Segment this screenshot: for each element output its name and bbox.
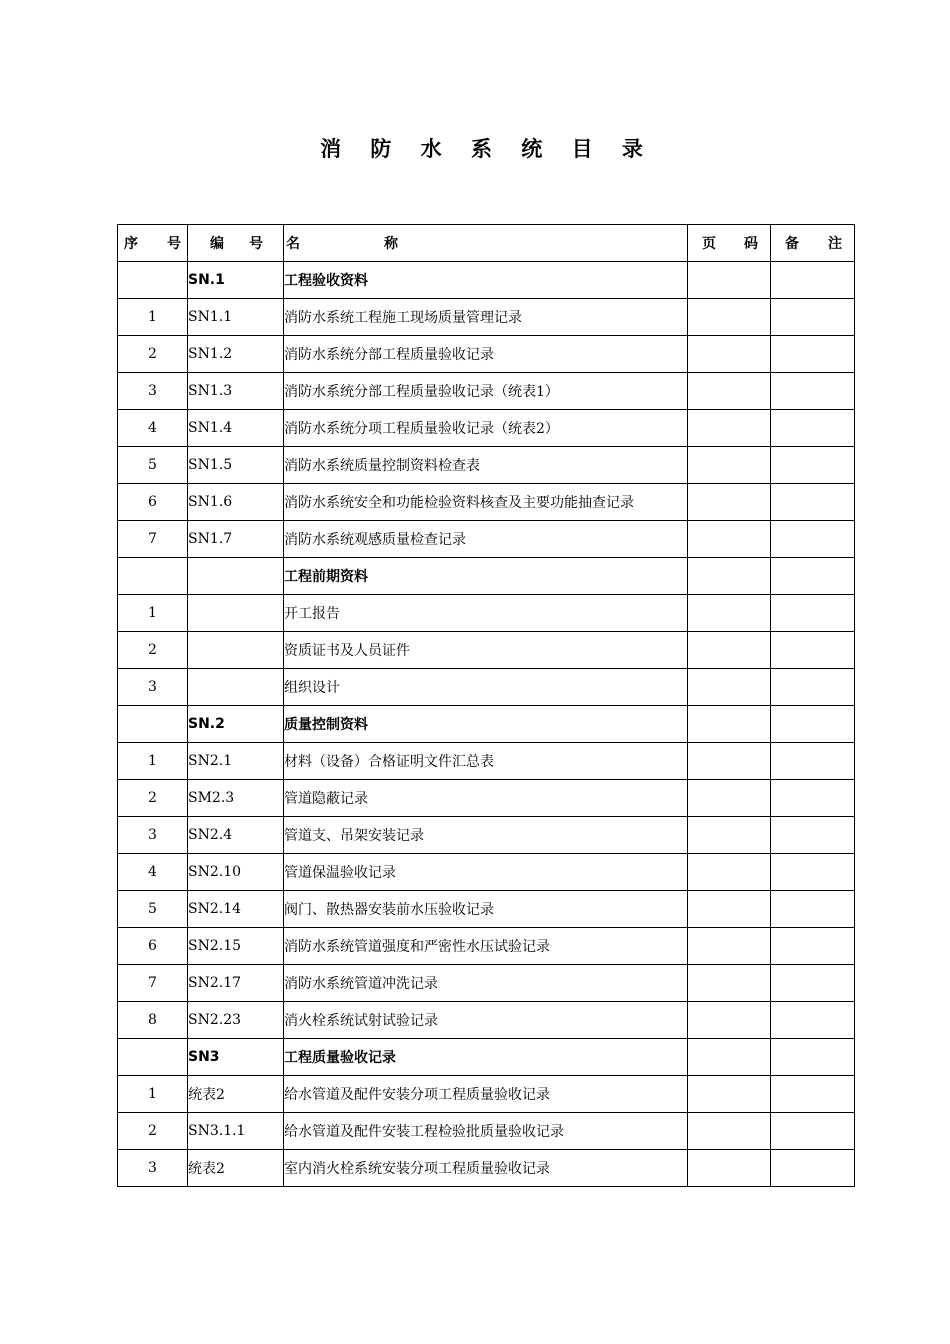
code-cell: SM2.3 (188, 780, 284, 817)
name-cell: 消防水系统管道强度和严密性水压试验记录 (284, 928, 688, 965)
seq-cell: 1 (118, 595, 188, 632)
page-cell (688, 1076, 771, 1113)
code-cell: SN2.23 (188, 1002, 284, 1039)
code-cell: 统表2 (188, 1150, 284, 1187)
header-note-char-2: 注 (828, 236, 842, 252)
note-cell (771, 262, 855, 299)
page-title: 消 防 水 系 统 目 录 (320, 137, 654, 161)
header-note-char-1: 备 (785, 236, 799, 252)
section-row (118, 706, 855, 743)
table-row (118, 817, 855, 854)
name-cell: 消防水系统分部工程质量验收记录（统表1） (284, 373, 688, 410)
seq-cell: 3 (118, 669, 188, 706)
header-code-char-1: 编 (210, 236, 224, 252)
header-note (771, 225, 855, 262)
page-cell (688, 891, 771, 928)
seq-cell: 1 (118, 1076, 188, 1113)
note-cell (771, 1002, 855, 1039)
table-row (118, 965, 855, 1002)
name-cell: 管道隐蔽记录 (284, 780, 688, 817)
page-cell (688, 336, 771, 373)
table-row (118, 447, 855, 484)
code-cell: SN1.5 (188, 447, 284, 484)
page-cell (688, 854, 771, 891)
seq-cell: 4 (118, 854, 188, 891)
table-row (118, 521, 855, 558)
page-cell (688, 669, 771, 706)
name-cell: 管道保温验收记录 (284, 854, 688, 891)
note-cell (771, 891, 855, 928)
name-cell: 室内消火栓系统安装分项工程质量验收记录 (284, 1150, 688, 1187)
seq-cell: 1 (118, 743, 188, 780)
table-row (118, 1002, 855, 1039)
code-cell: SN2.10 (188, 854, 284, 891)
seq-cell: 6 (118, 484, 188, 521)
table-row (118, 669, 855, 706)
seq-cell (118, 706, 188, 743)
table-row (118, 743, 855, 780)
note-cell (771, 1113, 855, 1150)
note-cell (771, 336, 855, 373)
page-cell (688, 521, 771, 558)
code-cell (188, 632, 284, 669)
name-cell: 给水管道及配件安装工程检验批质量验收记录 (284, 1113, 688, 1150)
seq-cell (118, 1039, 188, 1076)
note-cell (771, 743, 855, 780)
page-cell (688, 447, 771, 484)
code-cell: SN.2 (188, 706, 284, 743)
page-cell (688, 595, 771, 632)
note-cell (771, 447, 855, 484)
name-cell: 管道支、吊架安装记录 (284, 817, 688, 854)
seq-cell: 3 (118, 1150, 188, 1187)
page-cell (688, 373, 771, 410)
seq-cell: 3 (118, 817, 188, 854)
page-cell (688, 632, 771, 669)
note-cell (771, 521, 855, 558)
code-cell: SN3 (188, 1039, 284, 1076)
header-seq-char-2: 号 (167, 236, 181, 252)
name-cell: 工程验收资料 (284, 262, 688, 299)
name-cell: 质量控制资料 (284, 706, 688, 743)
header-page-char-2: 码 (744, 236, 758, 252)
table-row (118, 928, 855, 965)
code-cell: SN2.15 (188, 928, 284, 965)
seq-cell: 2 (118, 632, 188, 669)
table-row (118, 780, 855, 817)
header-page (688, 225, 771, 262)
name-cell: 消火栓系统试射试验记录 (284, 1002, 688, 1039)
page-cell (688, 1113, 771, 1150)
seq-cell: 7 (118, 521, 188, 558)
code-cell: SN1.1 (188, 299, 284, 336)
seq-cell: 2 (118, 780, 188, 817)
name-cell: 消防水系统分项工程质量验收记录（统表2） (284, 410, 688, 447)
note-cell (771, 558, 855, 595)
code-cell (188, 595, 284, 632)
catalog-table-body (118, 225, 855, 1187)
name-cell: 消防水系统分部工程质量验收记录 (284, 336, 688, 373)
seq-cell (118, 262, 188, 299)
code-cell: SN3.1.1 (188, 1113, 284, 1150)
table-row (118, 1076, 855, 1113)
name-cell: 工程前期资料 (284, 558, 688, 595)
table-row (118, 410, 855, 447)
name-cell: 工程质量验收记录 (284, 1039, 688, 1076)
code-cell: SN.1 (188, 262, 284, 299)
table-header-row (118, 225, 855, 262)
code-cell: SN2.1 (188, 743, 284, 780)
header-seq (118, 225, 188, 262)
note-cell (771, 706, 855, 743)
page-cell (688, 928, 771, 965)
code-cell: SN2.14 (188, 891, 284, 928)
section-row (118, 262, 855, 299)
name-cell: 消防水系统质量控制资料检查表 (284, 447, 688, 484)
section-row (118, 1039, 855, 1076)
name-cell: 组织设计 (284, 669, 688, 706)
page-cell (688, 410, 771, 447)
name-cell: 消防水系统工程施工现场质量管理记录 (284, 299, 688, 336)
seq-cell: 5 (118, 891, 188, 928)
name-cell: 消防水系统观感质量检查记录 (284, 521, 688, 558)
code-cell (188, 669, 284, 706)
seq-cell: 8 (118, 1002, 188, 1039)
table-row (118, 1113, 855, 1150)
seq-cell: 2 (118, 1113, 188, 1150)
note-cell (771, 1039, 855, 1076)
page-cell (688, 1150, 771, 1187)
note-cell (771, 817, 855, 854)
header-name-char-2: 称 (384, 236, 398, 252)
page-cell (688, 1002, 771, 1039)
seq-cell: 5 (118, 447, 188, 484)
table-row (118, 1150, 855, 1187)
page-cell (688, 558, 771, 595)
note-cell (771, 632, 855, 669)
page-cell (688, 780, 771, 817)
page-cell (688, 1039, 771, 1076)
name-cell: 消防水系统安全和功能检验资料核查及主要功能抽查记录 (284, 484, 688, 521)
code-cell (188, 558, 284, 595)
name-cell: 资质证书及人员证件 (284, 632, 688, 669)
table-row (118, 484, 855, 521)
note-cell (771, 965, 855, 1002)
table-row (118, 632, 855, 669)
name-cell: 开工报告 (284, 595, 688, 632)
code-cell: SN2.4 (188, 817, 284, 854)
seq-cell: 6 (118, 928, 188, 965)
table-row (118, 336, 855, 373)
note-cell (771, 780, 855, 817)
page-cell (688, 965, 771, 1002)
note-cell (771, 595, 855, 632)
header-name-char-1: 名 (286, 236, 300, 252)
name-cell: 阀门、散热器安装前水压验收记录 (284, 891, 688, 928)
note-cell (771, 1150, 855, 1187)
code-cell: SN1.3 (188, 373, 284, 410)
page-cell (688, 262, 771, 299)
page-cell (688, 299, 771, 336)
table-row (118, 299, 855, 336)
table-row (118, 854, 855, 891)
note-cell (771, 299, 855, 336)
page-cell (688, 817, 771, 854)
seq-cell: 7 (118, 965, 188, 1002)
table-row (118, 595, 855, 632)
note-cell (771, 854, 855, 891)
code-cell: SN1.2 (188, 336, 284, 373)
code-cell: SN1.7 (188, 521, 284, 558)
seq-cell: 4 (118, 410, 188, 447)
note-cell (771, 669, 855, 706)
seq-cell: 2 (118, 336, 188, 373)
code-cell: SN1.6 (188, 484, 284, 521)
note-cell (771, 1076, 855, 1113)
section-row (118, 558, 855, 595)
page-cell (688, 484, 771, 521)
code-cell: SN1.4 (188, 410, 284, 447)
header-code-char-2: 号 (249, 236, 263, 252)
seq-cell (118, 558, 188, 595)
note-cell (771, 373, 855, 410)
name-cell: 材料（设备）合格证明文件汇总表 (284, 743, 688, 780)
seq-cell: 3 (118, 373, 188, 410)
name-cell: 给水管道及配件安装分项工程质量验收记录 (284, 1076, 688, 1113)
code-cell: 统表2 (188, 1076, 284, 1113)
header-code (188, 225, 284, 262)
name-cell: 消防水系统管道冲洗记录 (284, 965, 688, 1002)
page-cell (688, 743, 771, 780)
note-cell (771, 928, 855, 965)
page-cell (688, 706, 771, 743)
seq-cell: 1 (118, 299, 188, 336)
note-cell (771, 410, 855, 447)
header-seq-char-1: 序 (124, 236, 138, 252)
table-row (118, 891, 855, 928)
table-row (118, 373, 855, 410)
header-name (284, 225, 688, 262)
code-cell: SN2.17 (188, 965, 284, 1002)
header-page-char-1: 页 (702, 236, 716, 252)
catalog-table (117, 224, 855, 1187)
note-cell (771, 484, 855, 521)
